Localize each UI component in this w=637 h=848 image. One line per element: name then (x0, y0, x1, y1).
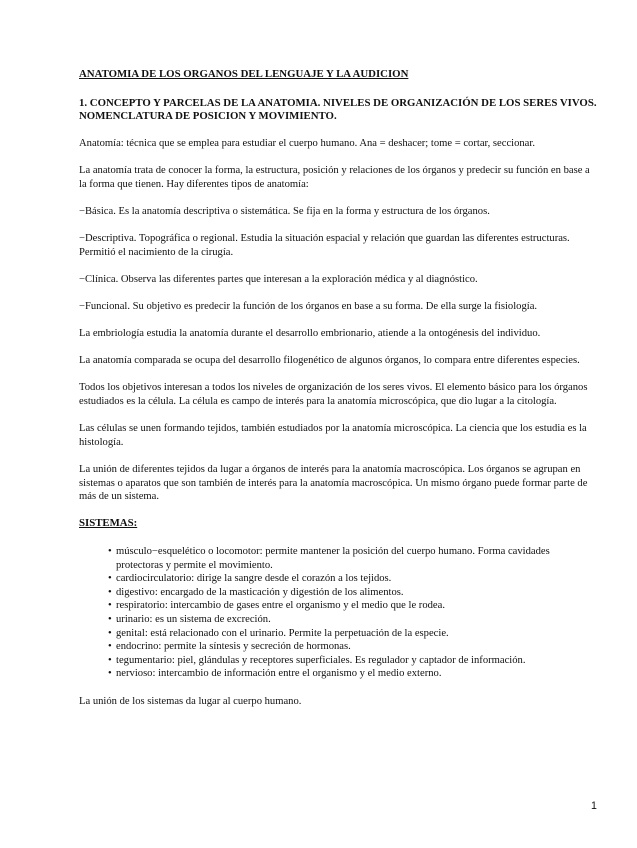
page-number: 1 (591, 800, 597, 812)
paragraph-histologia: Las células se unen formando tejidos, también estudiados por la anatomía microscópica. La ciencia que los estudia es la histología. (79, 423, 587, 448)
paragraph-clinica: −Clínica. Observa las diferentes partes que interesan a la exploración médica y al diagnóstico. (79, 273, 478, 285)
paragraph-embriologia: La embriología estudia la anatomía durante el desarrollo embrionario, atiende a la ontogénesis del individuo. (79, 328, 541, 340)
paragraph-niveles-organizacion: Todos los objetivos interesan a todos los niveles de organización de los seres vivos. El elemento básico para los órganos estudiados es la célula. La célula es campo de interés para la anatomía microscópica, que dio lugar a la citología. (79, 382, 588, 408)
list-item: • músculo−esquelético o locomotor: permite mantener la posición del cuerpo humano. Forma cavidades protectoras y permite el movimiento. (109, 545, 599, 572)
paragraph-closing: La unión de los sistemas da lugar al cuerpo humano. (79, 695, 302, 707)
list-item: • genital: está relacionado con el urinario. Permite la perpetuación de la especie. (109, 627, 599, 641)
paragraph-funcional: −Funcional. Su objetivo es predecir la función de los órganos en base a su forma. De ella surge la fisiología. (79, 300, 538, 312)
list-item: • cardiocirculatorio: dirige la sangre desde el corazón a los tejidos. (109, 572, 599, 586)
list-item: • respiratorio: intercambio de gases entre el organismo y el medio que le rodea. (109, 599, 599, 613)
paragraph-basica: −Básica. Es la anatomía descriptiva o sistemática. Se fija en la forma y estructura de los órganos. (79, 205, 490, 217)
systems-list (79, 545, 599, 681)
list-item: • digestivo: encargado de la masticación y digestión de los alimentos. (109, 586, 599, 600)
paragraph-anatomia-definicion: Anatomía: técnica que se emplea para estudiar el cuerpo humano. Ana = deshacer; tome = cortar, seccionar. (79, 137, 535, 149)
paragraph-anatomia-objeto: La anatomía trata de conocer la forma, la estructura, posición y relaciones de los órganos y predecir su función en base a la forma que tienen. Hay diferentes tipos de anatomía: (79, 164, 590, 190)
paragraph-organos-sistemas: La unión de diferentes tejidos da lugar a órganos de interés para la anatomía macroscópica. Los órganos se agrupan en sistemas o aparatos que son también de interés para la anatomía macroscópica. Un mismo órgano puede formar parte de más de un sistema. (79, 464, 588, 503)
paragraph-anatomia-comparada: La anatomía comparada se ocupa del desarrollo filogenético de algunos órganos, lo compara entre diferentes especies. (79, 355, 580, 367)
list-item: • tegumentario: piel, glándulas y receptores superficiales. Es regulador y captador de información. (109, 654, 599, 668)
list-item: • endocrino: permite la síntesis y secreción de hormonas. (109, 640, 599, 654)
systems-heading: SISTEMAS: (79, 517, 138, 530)
list-item: • nervioso: intercambio de información entre el organismo y el medio externo. (109, 667, 599, 681)
list-item: • urinario: es un sistema de excreción. (109, 613, 599, 627)
document-title: ANATOMIA DE LOS ORGANOS DEL LENGUAJE Y LA AUDICION (79, 68, 409, 80)
section-heading: 1. CONCEPTO Y PARCELAS DE LA ANATOMIA. NIVELES DE ORGANIZACIÓN DE LOS SERES VIVOS. NOMENCLATURA DE POSICION Y MOVIMIENTO. (79, 96, 597, 123)
document-page (79, 68, 599, 722)
paragraph-descriptiva: −Descriptiva. Topográfica o regional. Estudia la situación espacial y relación que guardan las diferentes estructuras. Permitió el nacimiento de la cirugía. (79, 232, 570, 258)
